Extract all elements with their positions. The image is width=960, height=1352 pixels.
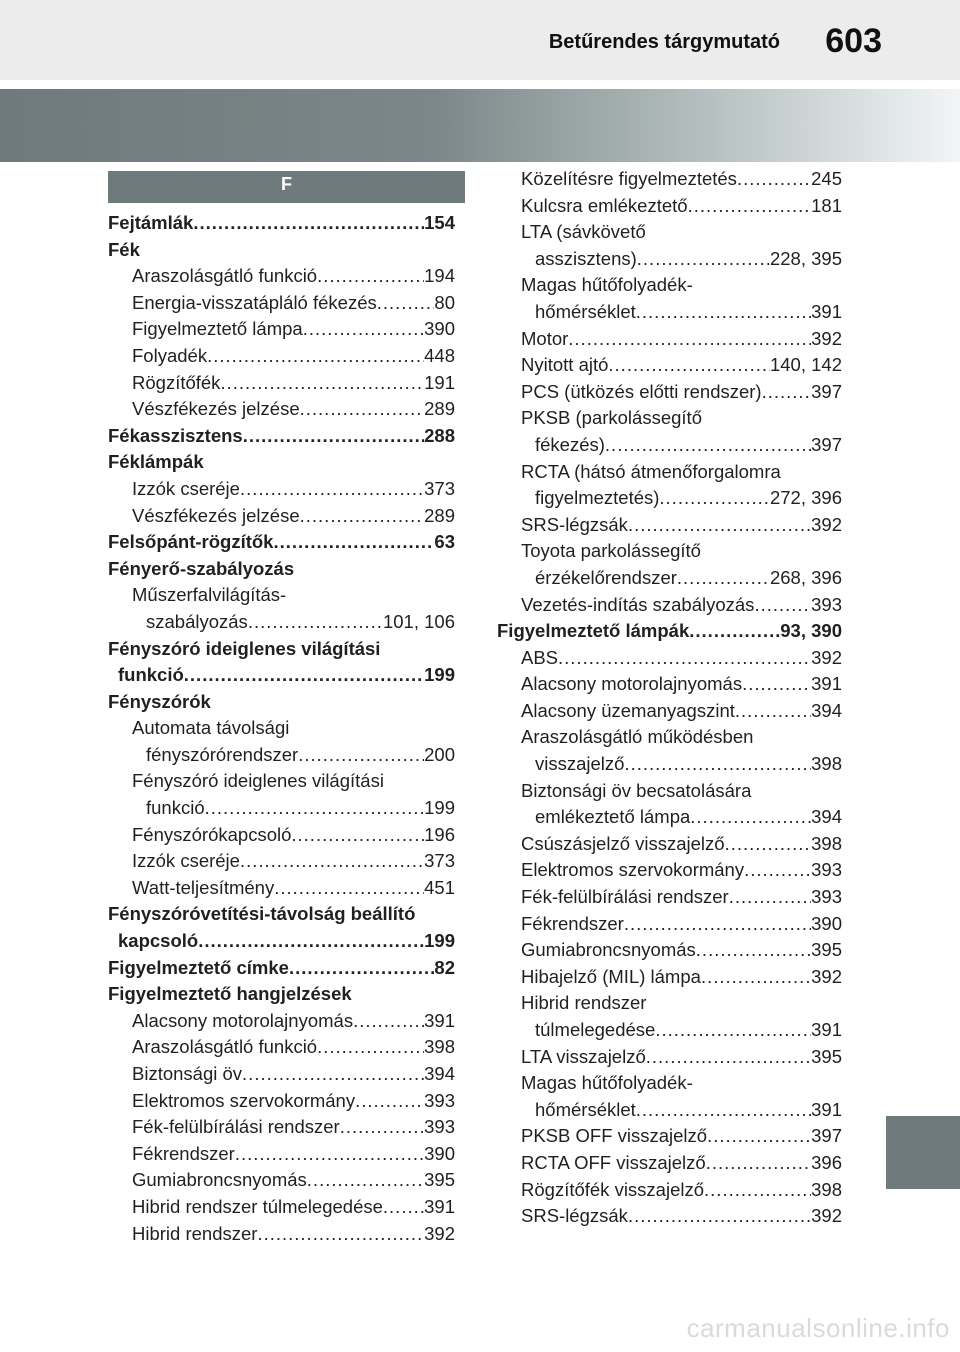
- index-entry-text: Elektromos szervokormány: [521, 859, 745, 881]
- index-entry: [497, 857, 842, 884]
- index-entry-page: 394: [811, 699, 842, 721]
- index-entry-page: 199: [424, 797, 455, 819]
- index-entry: [497, 379, 842, 406]
- index-entry-text: Gumiabroncsnyomás: [521, 939, 696, 961]
- index-entry-text: Fényszóróvetítési-távolság beállító: [108, 903, 416, 925]
- index-entry: [108, 343, 455, 370]
- index-entry-page: 394: [811, 806, 842, 828]
- index-entry-page: 394: [424, 1063, 455, 1084]
- index-entry: [497, 485, 842, 512]
- index-entry-text: Fejtámlák: [108, 212, 194, 233]
- index-entry-text: Közelítésre figyelmeztetés: [521, 168, 737, 189]
- index-entry-text: Izzók cseréje: [132, 850, 240, 872]
- index-entry: [108, 1088, 455, 1115]
- index-entry: [108, 768, 455, 795]
- index-entry: [108, 370, 455, 397]
- dot-leader: [655, 1017, 811, 1044]
- index-entry-page: 392: [811, 513, 842, 535]
- dot-leader: [624, 911, 811, 938]
- index-entry-text: asszisztens): [535, 247, 637, 269]
- index-entry-text: Rögzítőfék visszajelző: [521, 1178, 705, 1200]
- index-entry-text: Vezetés-indítás szabályozás: [521, 593, 755, 615]
- dot-leader: [243, 423, 424, 450]
- index-entry: [108, 1114, 455, 1141]
- index-entry: [497, 538, 842, 565]
- dot-leader: [240, 848, 424, 875]
- index-entry-text: Hibrid rendszer túlmelegedése: [132, 1195, 383, 1217]
- index-entry: [108, 955, 455, 982]
- index-entry-page: 395: [811, 939, 842, 961]
- index-entry: [497, 219, 842, 246]
- dot-leader: [677, 565, 770, 592]
- index-entry-text: Csúszásjelző visszajelző: [521, 832, 725, 854]
- index-entry-page: 80: [434, 291, 455, 313]
- dot-leader: [646, 1044, 811, 1071]
- index-entry: [497, 1097, 842, 1124]
- dot-leader: [744, 857, 811, 884]
- index-entry-text: Fényerő-szabályozás: [108, 557, 295, 579]
- index-entry-text: Toyota parkolássegítő: [521, 540, 701, 562]
- index-entry: [108, 237, 455, 264]
- index-entry: [497, 512, 842, 539]
- index-entry-page: 398: [811, 753, 842, 775]
- index-entry-text: SRS-légzsák: [521, 513, 628, 535]
- index-entry: [108, 742, 455, 769]
- index-entry-text: visszajelző: [535, 753, 625, 775]
- dot-leader: [754, 592, 811, 619]
- index-entry-text: hőmérséklet: [535, 1098, 636, 1120]
- index-entry: [497, 432, 842, 459]
- index-entry-page: 373: [424, 850, 455, 872]
- dot-leader: [300, 396, 425, 423]
- dot-leader: [608, 352, 770, 379]
- index-entry-page: 393: [424, 1089, 455, 1111]
- index-entry: [108, 875, 455, 902]
- index-entry-text: PKSB OFF visszajelző: [521, 1125, 708, 1147]
- index-entry-page: 154: [424, 212, 455, 233]
- dot-leader: [688, 193, 812, 220]
- index-entry: [497, 884, 842, 911]
- index-entry: [108, 210, 455, 237]
- dot-leader: [735, 698, 811, 725]
- index-entry: [108, 822, 455, 849]
- dot-leader: [207, 343, 424, 370]
- index-entry: [497, 751, 842, 778]
- index-entry-page: 101, 106: [382, 610, 455, 632]
- index-entry: [108, 1061, 455, 1088]
- index-entry: [108, 582, 455, 609]
- dot-leader: [762, 379, 812, 406]
- dot-leader: [198, 928, 424, 955]
- dot-leader: [240, 476, 424, 503]
- index-entry: [108, 423, 455, 450]
- index-entry: [108, 1008, 455, 1035]
- index-entry: [108, 316, 455, 343]
- index-entry-page: 390: [424, 318, 455, 340]
- index-entry-text: Figyelmeztető lámpa: [132, 318, 303, 340]
- dot-leader: [628, 1203, 811, 1230]
- page-header: [0, 0, 960, 80]
- page-title: Betűrendes tárgymutató: [548, 31, 780, 53]
- index-entry-page: 391: [424, 1009, 455, 1031]
- index-entry-page: 390: [424, 1142, 455, 1164]
- index-entry-text: Araszolásgátló működésben: [521, 726, 754, 748]
- index-entry-text: Fényszóró ideiglenes világítási: [108, 637, 381, 659]
- index-entry-text: Alacsony üzemanyagszint: [521, 699, 735, 721]
- dot-leader: [291, 822, 424, 849]
- index-entry-page: 393: [811, 886, 842, 908]
- index-column-left: [108, 210, 455, 1247]
- index-entry-text: Kulcsra emlékeztető: [521, 194, 688, 216]
- index-entry-text: Araszolásgátló funkció: [132, 1036, 318, 1058]
- decorative-band: [0, 89, 960, 162]
- dot-leader: [205, 795, 425, 822]
- index-entry-text: Watt-teljesítmény: [132, 876, 275, 898]
- dot-leader: [355, 1088, 424, 1115]
- dot-leader: [690, 804, 811, 831]
- index-entry: [108, 1034, 455, 1061]
- index-entry-page: 395: [424, 1169, 455, 1191]
- index-entry-text: Folyadék: [132, 344, 208, 366]
- index-entry-text: szabályozás: [146, 610, 248, 632]
- index-entry-text: Elektromos szervokormány: [132, 1089, 356, 1111]
- dot-leader: [659, 485, 770, 512]
- index-entry: [497, 459, 842, 486]
- index-entry: [108, 503, 455, 530]
- index-entry-page: 393: [424, 1116, 455, 1138]
- index-entry: [108, 901, 455, 928]
- index-entry-text: Fényszórókapcsoló: [132, 823, 292, 845]
- index-entry-text: Magas hűtőfolyadék-: [521, 274, 693, 296]
- index-entry-text: hőmérséklet: [535, 300, 636, 322]
- index-entry-page: 194: [424, 265, 455, 287]
- dot-leader: [628, 512, 811, 539]
- index-entry: [497, 1203, 842, 1230]
- index-entry-text: Alacsony motorolajnyomás: [521, 673, 743, 695]
- index-entry-text: RCTA OFF visszajelző: [521, 1151, 706, 1173]
- index-entry-text: PKSB (parkolássegítő: [521, 407, 702, 429]
- index-entry-page: 93, 390: [780, 620, 842, 642]
- index-entry: [497, 778, 842, 805]
- index-entry-text: RCTA (hátsó átmenőforgalomra: [521, 460, 781, 482]
- index-entry-page: 199: [424, 664, 455, 686]
- index-entry: [108, 1221, 455, 1248]
- dot-leader: [242, 1061, 424, 1088]
- dot-leader: [701, 964, 811, 991]
- index-entry: [497, 1177, 842, 1204]
- dot-leader: [737, 166, 811, 193]
- index-entry: [497, 618, 842, 645]
- dot-leader: [289, 955, 434, 982]
- dot-leader: [558, 645, 811, 672]
- index-entry-text: Araszolásgátló funkció: [132, 265, 318, 287]
- index-entry-text: kapcsoló: [118, 930, 199, 952]
- index-entry: [497, 405, 842, 432]
- index-entry-page: 245: [811, 168, 842, 189]
- index-entry-page: 191: [424, 371, 455, 393]
- dot-leader: [689, 618, 780, 645]
- index-entry-page: 289: [424, 504, 455, 526]
- index-entry-page: 397: [811, 1125, 842, 1147]
- index-entry-page: 391: [811, 1019, 842, 1040]
- index-entry-text: Izzók cseréje: [132, 477, 240, 499]
- index-entry-text: LTA (sávkövető: [521, 221, 646, 243]
- dot-leader: [298, 742, 424, 769]
- index-entry-page: 391: [424, 1195, 455, 1217]
- dot-leader: [257, 1221, 424, 1248]
- index-entry-page: 390: [811, 912, 842, 934]
- index-entry-text: ABS: [521, 646, 559, 668]
- index-entry-text: Fényszórók: [108, 690, 211, 712]
- index-entry-text: Fék: [108, 238, 140, 260]
- dot-leader: [274, 875, 424, 902]
- dot-leader: [193, 210, 424, 237]
- index-entry: [108, 1167, 455, 1194]
- index-entry: [497, 1044, 842, 1071]
- index-entry-text: Figyelmeztető lámpák: [497, 620, 690, 642]
- dot-leader: [300, 503, 425, 530]
- index-entry-text: fékezés): [535, 433, 605, 455]
- dot-leader: [220, 370, 424, 397]
- index-entry: [497, 671, 842, 698]
- index-entry: [108, 396, 455, 423]
- index-entry: [497, 299, 842, 326]
- index-entry-text: Felsőpánt-rögzítők: [108, 531, 274, 553]
- index-entry-text: funkció: [118, 664, 184, 686]
- index-entry-text: Fényszóró ideiglenes világítási: [132, 770, 384, 792]
- index-entry-page: 63: [434, 531, 455, 553]
- index-entry-page: 288: [424, 424, 455, 446]
- index-entry: [108, 263, 455, 290]
- index-entry-text: Magas hűtőfolyadék-: [521, 1072, 693, 1094]
- dot-leader: [307, 1167, 424, 1194]
- index-entry-text: Biztonsági öv: [132, 1063, 243, 1084]
- dot-leader: [696, 937, 811, 964]
- index-entry-page: 82: [434, 956, 455, 978]
- index-entry: [497, 1150, 842, 1177]
- index-entry-text: Vészfékezés jelzése: [132, 504, 300, 526]
- index-entry: [497, 804, 842, 831]
- dot-leader: [184, 662, 424, 689]
- dot-leader: [340, 1114, 424, 1141]
- index-entry-page: 391: [811, 673, 842, 695]
- index-entry-text: Energia-visszatápláló fékezés: [132, 291, 377, 313]
- dot-leader: [729, 884, 811, 911]
- index-entry-page: 391: [811, 1098, 842, 1120]
- index-entry: [108, 662, 455, 689]
- index-entry: [108, 1141, 455, 1168]
- index-entry: [108, 1194, 455, 1221]
- index-entry-text: Fékrendszer: [132, 1142, 235, 1164]
- index-entry-text: Műszerfalvilágítás-: [132, 584, 287, 606]
- index-entry-page: 392: [811, 1205, 842, 1227]
- index-entry-page: 392: [424, 1222, 455, 1244]
- index-entry-text: érzékelőrendszer: [535, 566, 677, 588]
- index-entry-page: 397: [811, 433, 842, 455]
- index-entry-page: 268, 396: [769, 566, 842, 588]
- index-entry: [108, 449, 455, 476]
- index-entry-text: Hibrid rendszer: [521, 992, 647, 1014]
- dot-leader: [273, 529, 434, 556]
- index-entry: [108, 609, 455, 636]
- index-entry: [108, 529, 455, 556]
- index-entry-text: Nyitott ajtó: [521, 354, 609, 376]
- index-entry-text: Gumiabroncsnyomás: [132, 1169, 307, 1191]
- index-entry-text: Vészfékezés jelzése: [132, 398, 300, 420]
- index-entry-text: Féklámpák: [108, 451, 204, 473]
- index-entry-page: 392: [811, 327, 842, 349]
- index-entry-page: 289: [424, 398, 455, 420]
- section-letter-heading: F: [108, 171, 465, 203]
- index-entry-page: 199: [424, 930, 455, 952]
- index-entry-text: Biztonsági öv becsatolására: [521, 779, 752, 801]
- index-entry: [497, 1070, 842, 1097]
- index-entry: [497, 272, 842, 299]
- index-entry: [108, 715, 455, 742]
- index-entry-text: Fék-felülbírálási rendszer: [521, 886, 729, 908]
- index-entry-page: 228, 395: [769, 247, 842, 269]
- index-entry: [108, 848, 455, 875]
- index-entry: [497, 911, 842, 938]
- index-entry-text: túlmelegedése: [535, 1019, 656, 1040]
- index-entry: [497, 937, 842, 964]
- index-column-right: [497, 166, 842, 1230]
- index-entry-text: Hibrid rendszer: [132, 1222, 258, 1244]
- index-entry-page: 392: [811, 965, 842, 987]
- index-entry-text: Fék-felülbírálási rendszer: [132, 1116, 340, 1138]
- dot-leader: [303, 316, 424, 343]
- dot-leader: [636, 1097, 811, 1124]
- index-entry-page: 393: [811, 859, 842, 881]
- index-entry-text: Fékasszisztens: [108, 424, 243, 446]
- index-entry: [497, 352, 842, 379]
- index-entry-page: 397: [811, 380, 842, 402]
- index-entry-text: emlékeztető lámpa: [535, 806, 691, 828]
- index-entry: [497, 724, 842, 751]
- index-entry: [497, 698, 842, 725]
- index-entry: [497, 326, 842, 353]
- index-entry: [497, 565, 842, 592]
- index-entry-text: Hibajelző (MIL) lámpa: [521, 965, 701, 987]
- index-entry-page: 448: [424, 344, 455, 366]
- dot-leader: [353, 1008, 424, 1035]
- dot-leader: [568, 326, 811, 353]
- index-entry-text: Automata távolsági: [132, 717, 290, 739]
- index-entry: [497, 193, 842, 220]
- index-entry-page: 451: [424, 876, 455, 898]
- index-entry: [108, 476, 455, 503]
- index-entry-page: 392: [811, 646, 842, 668]
- index-entry-page: 140, 142: [769, 354, 842, 376]
- dot-leader: [706, 1150, 811, 1177]
- index-entry: [497, 1017, 842, 1044]
- index-entry: [497, 1123, 842, 1150]
- chapter-tab: [886, 1116, 960, 1189]
- index-entry: [108, 981, 455, 1008]
- index-entry-text: fényszórórendszer: [146, 743, 299, 765]
- dot-leader: [707, 1123, 811, 1150]
- index-entry-text: SRS-légzsák: [521, 1205, 628, 1227]
- index-entry-page: 396: [811, 1151, 842, 1173]
- index-entry-text: Figyelmeztető hangjelzések: [108, 983, 352, 1005]
- index-entry: [497, 246, 842, 273]
- index-entry-page: 200: [424, 743, 455, 765]
- index-entry: [108, 795, 455, 822]
- index-entry-page: 373: [424, 477, 455, 499]
- index-entry-text: figyelmeztetés): [535, 487, 660, 509]
- dot-leader: [742, 671, 811, 698]
- index-entry-text: Motor: [521, 327, 569, 349]
- dot-leader: [704, 1177, 811, 1204]
- dot-leader: [637, 246, 770, 273]
- watermark: carmanualsonline.info: [686, 1313, 950, 1343]
- index-entry-text: Rögzítőfék: [132, 371, 221, 393]
- index-entry: [108, 689, 455, 716]
- dot-leader: [636, 299, 811, 326]
- index-entry-page: 398: [811, 1178, 842, 1200]
- page-number: 603: [825, 22, 882, 60]
- index-entry: [497, 831, 842, 858]
- dot-leader: [605, 432, 811, 459]
- dot-leader: [383, 1194, 424, 1221]
- index-entry-page: 181: [811, 194, 842, 216]
- index-entry-page: 395: [811, 1045, 842, 1067]
- index-entry-text: Figyelmeztető címke: [108, 956, 289, 978]
- index-entry: [497, 166, 842, 193]
- index-entry: [108, 928, 455, 955]
- dot-leader: [377, 290, 435, 317]
- index-entry-page: 272, 396: [769, 487, 842, 509]
- index-entry-page: 196: [424, 823, 455, 845]
- index-entry: [497, 964, 842, 991]
- index-entry-page: 398: [811, 832, 842, 854]
- index-entry-page: 398: [424, 1036, 455, 1058]
- index-entry: [497, 592, 842, 619]
- dot-leader: [624, 751, 811, 778]
- dot-leader: [317, 263, 424, 290]
- index-entry: [108, 636, 455, 663]
- index-entry-page: 391: [811, 300, 842, 322]
- index-entry: [108, 290, 455, 317]
- index-entry-text: Fékrendszer: [521, 912, 624, 934]
- dot-leader: [248, 609, 383, 636]
- index-entry-text: LTA visszajelző: [521, 1045, 646, 1067]
- index-entry: [108, 556, 455, 583]
- index-entry-page: 393: [811, 593, 842, 615]
- dot-leader: [317, 1034, 424, 1061]
- index-entry-text: funkció: [146, 797, 205, 819]
- index-entry: [497, 990, 842, 1017]
- dot-leader: [725, 831, 812, 858]
- index-entry-text: Alacsony motorolajnyomás: [132, 1009, 354, 1031]
- index-entry: [497, 645, 842, 672]
- index-entry-text: PCS (ütközés előtti rendszer): [521, 380, 762, 402]
- dot-leader: [235, 1141, 424, 1168]
